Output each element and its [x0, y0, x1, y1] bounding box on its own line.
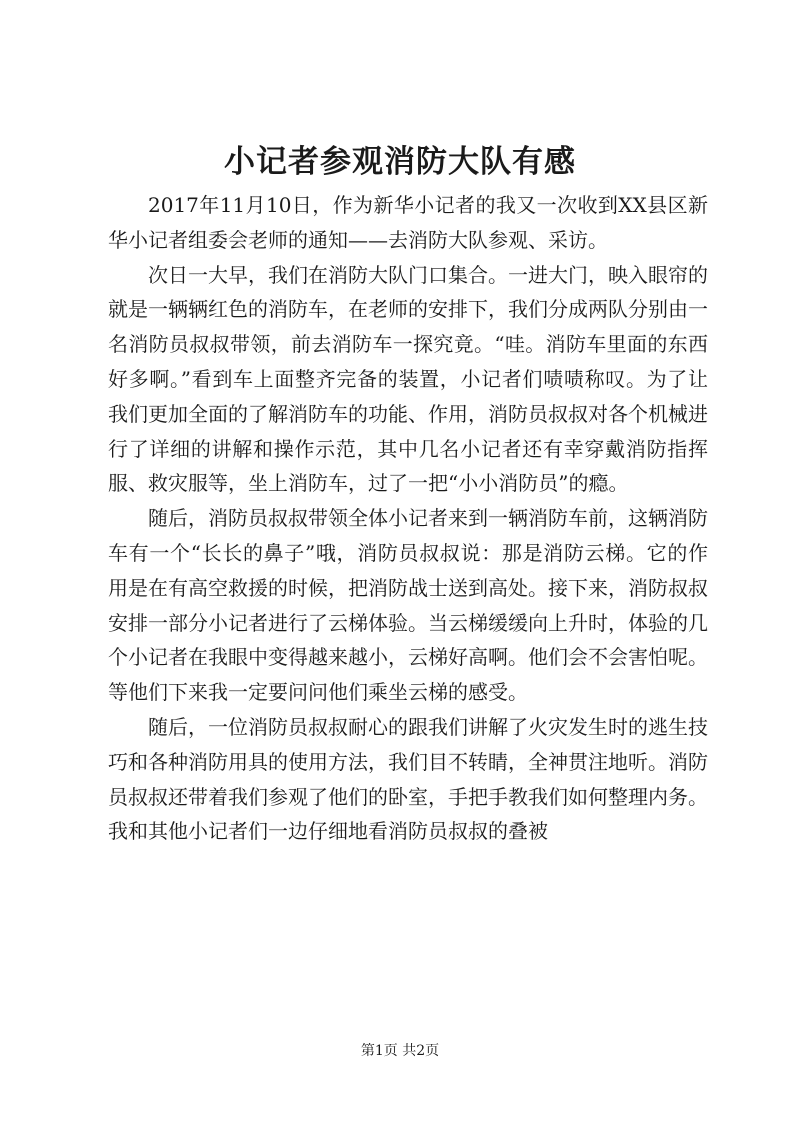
paragraph-3: 随后，消防员叔叔带领全体小记者来到一辆消防车前，这辆消防车有一个“长长的鼻子”哦，消防员叔叔说：那是消防云梯。它的作用是在有高空救援的时候，把消防战士送到高处。接下来，消防叔叔安排一部分小记者进行了云梯体验。当云梯缓缓向上升时，体验的几个小记者在我眼中变得越来越小，云梯好高啊。他们会不会害怕呢。等他们下来我一定要问问他们乘坐云梯的感受。: [108, 506, 708, 705]
paragraph-4: 随后，一位消防员叔叔耐心的跟我们讲解了火灾发生时的逃生技巧和各种消防用具的使用方法，我们目不转睛，全神贯注地听。消防员叔叔还带着我们参观了他们的卧室，手把手教我们如何整理内务。我和其他小记者们一边仔细地看消防员叔叔的叠被: [108, 714, 708, 844]
page-footer: 第1页 共2页: [360, 1043, 440, 1059]
paragraph-1: 2017年11月10日，作为新华小记者的我又一次收到XX县区新华小记者组委会老师的通知——去消防大队参观、采访。: [108, 193, 708, 252]
document-body: [108, 188, 708, 849]
paragraph-2: 次日一大早，我们在消防大队门口集合。一进大门，映入眼帘的就是一辆辆红色的消防车，在老师的安排下，我们分成两队分别由一名消防员叔叔带领，前去消防车一探究竟。“哇。消防车里面的东西好多啊。”看到车上面整齐完备的装置，小记者们啧啧称叹。为了让我们更加全面的了解消防车的功能、作用，消防员叔叔对各个机械进行了详细的讲解和操作示范，其中几名小记者还有幸穿戴消防指挥服、救灾服等，坐上消防车，过了一把“小小消防员”的瘾。: [108, 262, 708, 496]
document-title: 小记者参观消防大队有感: [224, 144, 576, 180]
